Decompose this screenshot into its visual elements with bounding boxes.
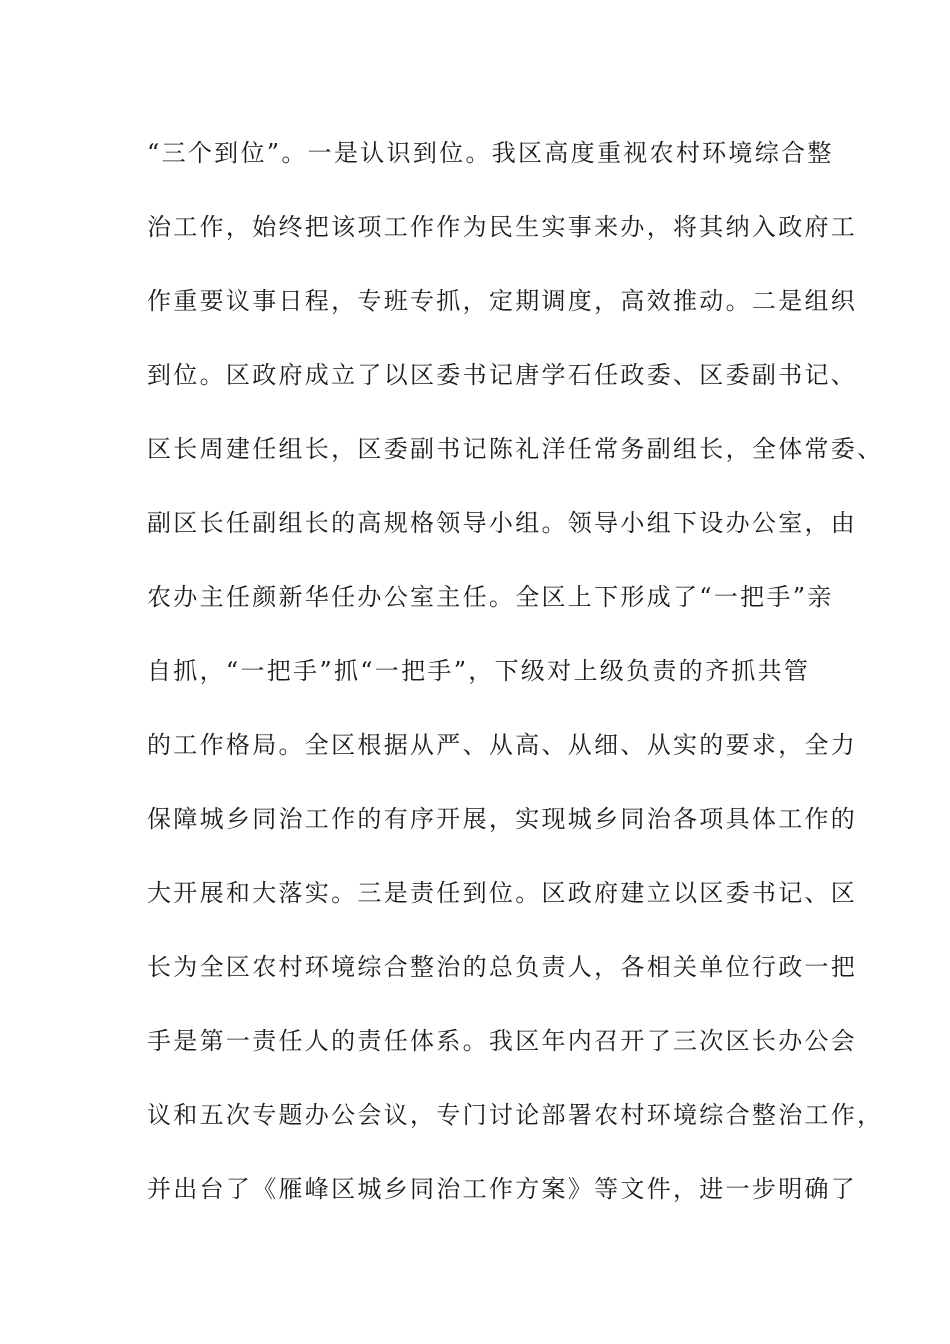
text-line: 区长周建任组长，区委副书记陈礼洋任常务副组长，全体常委、 bbox=[147, 435, 884, 463]
body-paragraph bbox=[147, 128, 884, 1238]
text-line: 大开展和大落实。三是责任到位。区政府建立以区委书记、区 bbox=[147, 879, 858, 907]
text-line: 自抓，“一把手”抓“一把手”，下级对上级负责的齐抓共管 bbox=[147, 657, 811, 685]
text-line: 到位。区政府成立了以区委书记唐学石任政委、区委副书记、 bbox=[147, 361, 858, 389]
text-line: 农办主任颜新华任办公室主任。全区上下形成了“一把手”亲 bbox=[147, 583, 834, 611]
text-line: 长为全区农村环境综合整治的总负责人，各相关单位行政一把 bbox=[147, 953, 858, 981]
text-line: 手是第一责任人的责任体系。我区年内召开了三次区长办公会 bbox=[147, 1027, 858, 1055]
text-line: 议和五次专题办公会议，专门讨论部署农村环境综合整治工作， bbox=[147, 1101, 884, 1129]
text-line: 治工作，始终把该项工作作为民生实事来办，将其纳入政府工 bbox=[147, 213, 858, 241]
text-line: 副区长任副组长的高规格领导小组。领导小组下设办公室，由 bbox=[147, 509, 858, 537]
text-line: 作重要议事日程，专班专抓，定期调度，高效推动。二是组织 bbox=[147, 287, 858, 315]
text-line: 保障城乡同治工作的有序开展，实现城乡同治各项具体工作的 bbox=[147, 805, 858, 833]
text-line: 并出台了《雁峰区城乡同治工作方案》等文件，进一步明确了 bbox=[147, 1175, 858, 1203]
text-line: 的工作格局。全区根据从严、从高、从细、从实的要求，全力 bbox=[147, 731, 858, 759]
text-line: “三个到位”。一是认识到位。我区高度重视农村环境综合整 bbox=[147, 139, 834, 167]
